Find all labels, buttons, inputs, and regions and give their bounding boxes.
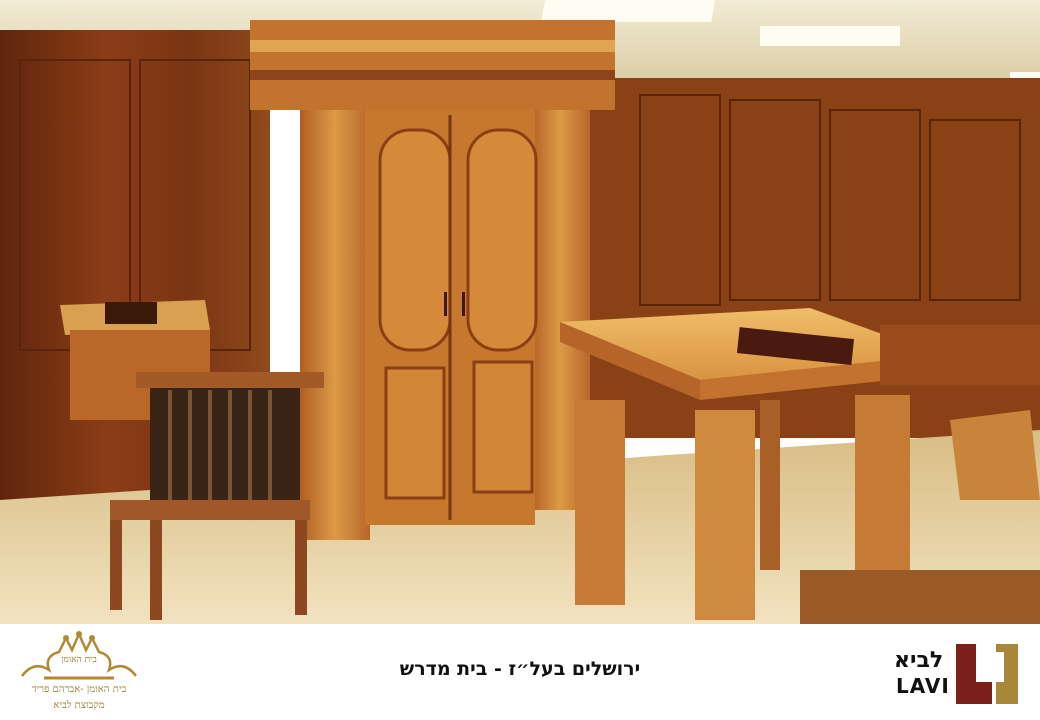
lavi-hebrew: לביא [894, 648, 944, 673]
logo-line-1: בית האומן -אברהם פריד [31, 684, 127, 695]
ceiling-light-2 [760, 26, 900, 46]
torah-ark [250, 20, 615, 540]
lavi-latin: LAVI [896, 674, 950, 698]
footer-bar [0, 624, 1040, 720]
ceiling-light-1 [541, 0, 715, 22]
photo-caption: ירושלים בעל״ז - בית מדרש [399, 658, 641, 680]
logo-line-2: מקבוצת לביא [53, 700, 105, 711]
lavi-mark-icon [952, 642, 1020, 706]
lavi-logo [890, 638, 1025, 708]
back-table [880, 325, 1040, 385]
logo-crown-text: בית האומן [61, 655, 97, 665]
